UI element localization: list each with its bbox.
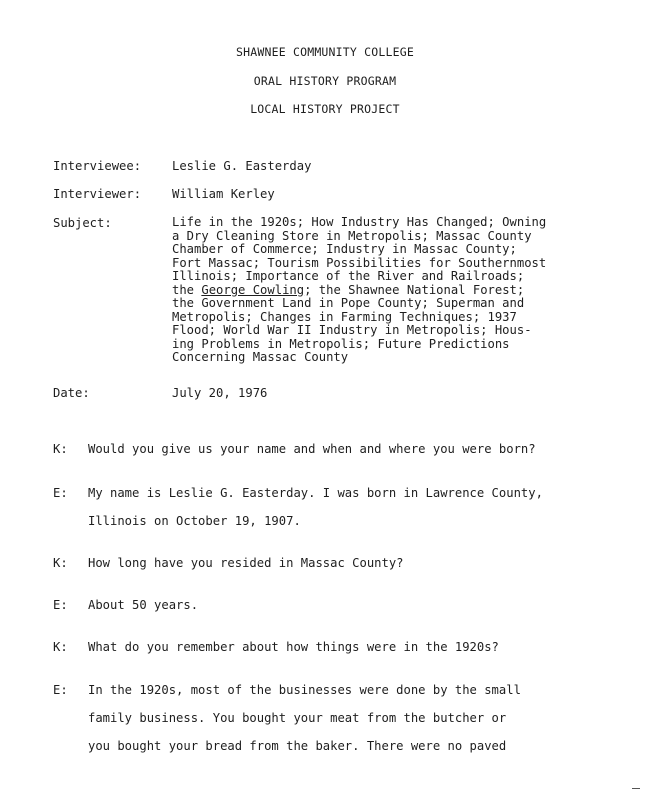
subject-line: Metropolis; Changes in Farming Techniques; 1937: [172, 309, 517, 324]
underlined-boat-name: George Cowling: [201, 282, 305, 297]
subject-line: Chamber of Commerce; Industry in Massac County;: [172, 242, 517, 256]
transcript-line: About 50 years.: [88, 598, 199, 612]
transcript-line: you bought your bread from the baker. There were no paved: [88, 739, 507, 753]
subject-line: [172, 284, 524, 298]
speaker-label: K:: [53, 556, 68, 570]
subject-line: ing Problems in Metropolis; Future Predictions: [172, 336, 510, 351]
subject-line-part: ; the Shawnee National Forest;: [304, 282, 525, 297]
interviewer-label: Interviewer:: [53, 187, 142, 201]
transcript-line: Would you give us your name and when and where you were born?: [88, 442, 536, 456]
date-value: July 20, 1976: [172, 386, 268, 400]
page-edge-mark: [632, 788, 640, 789]
subject-line: Life in the 1920s; How Industry Has Changed; Owning: [172, 215, 547, 229]
transcript-line: Illinois on October 19, 1907.: [88, 514, 301, 528]
interviewee-value: Leslie G. Easterday: [172, 159, 312, 173]
speaker-label: K:: [53, 442, 68, 456]
subject-label: Subject:: [53, 216, 112, 230]
subject-line-part: the: [172, 282, 202, 297]
subject-line: a Dry Cleaning Store in Metropolis; Massac County: [172, 228, 532, 243]
college-name: SHAWNEE COMMUNITY COLLEGE: [235, 45, 415, 59]
date-label: Date:: [53, 386, 90, 400]
speaker-label: E:: [53, 486, 68, 500]
subject-line: Fort Massac; Tourism Possibilities for Southernmost: [172, 255, 547, 270]
transcript-line: How long have you resided in Massac County?: [88, 556, 404, 570]
speaker-label: E:: [53, 598, 68, 612]
speaker-label: K:: [53, 640, 68, 654]
subject-line: the Government Land in Pope County; Superman and: [172, 296, 525, 310]
transcript-line: What do you remember about how things were in the 1920s?: [88, 640, 499, 654]
program-name: ORAL HISTORY PROGRAM: [253, 74, 397, 88]
speaker-label: E:: [53, 683, 68, 697]
transcript-line: My name is Leslie G. Easterday. I was born in Lawrence County,: [88, 486, 543, 500]
project-name: LOCAL HISTORY PROJECT: [250, 102, 400, 116]
interviewee-label: Interviewee:: [53, 159, 142, 173]
interviewer-value: William Kerley: [172, 187, 275, 201]
transcript-line: family business. You bought your meat from the butcher or: [88, 711, 507, 725]
subject-line: Illinois; Importance of the River and Railroads;: [172, 269, 525, 283]
subject-line: Flood; World War II Industry in Metropolis; Hous-: [172, 323, 532, 337]
transcript-line: In the 1920s, most of the businesses were done by the small: [88, 683, 521, 697]
subject-line: Concerning Massac County: [172, 350, 349, 364]
